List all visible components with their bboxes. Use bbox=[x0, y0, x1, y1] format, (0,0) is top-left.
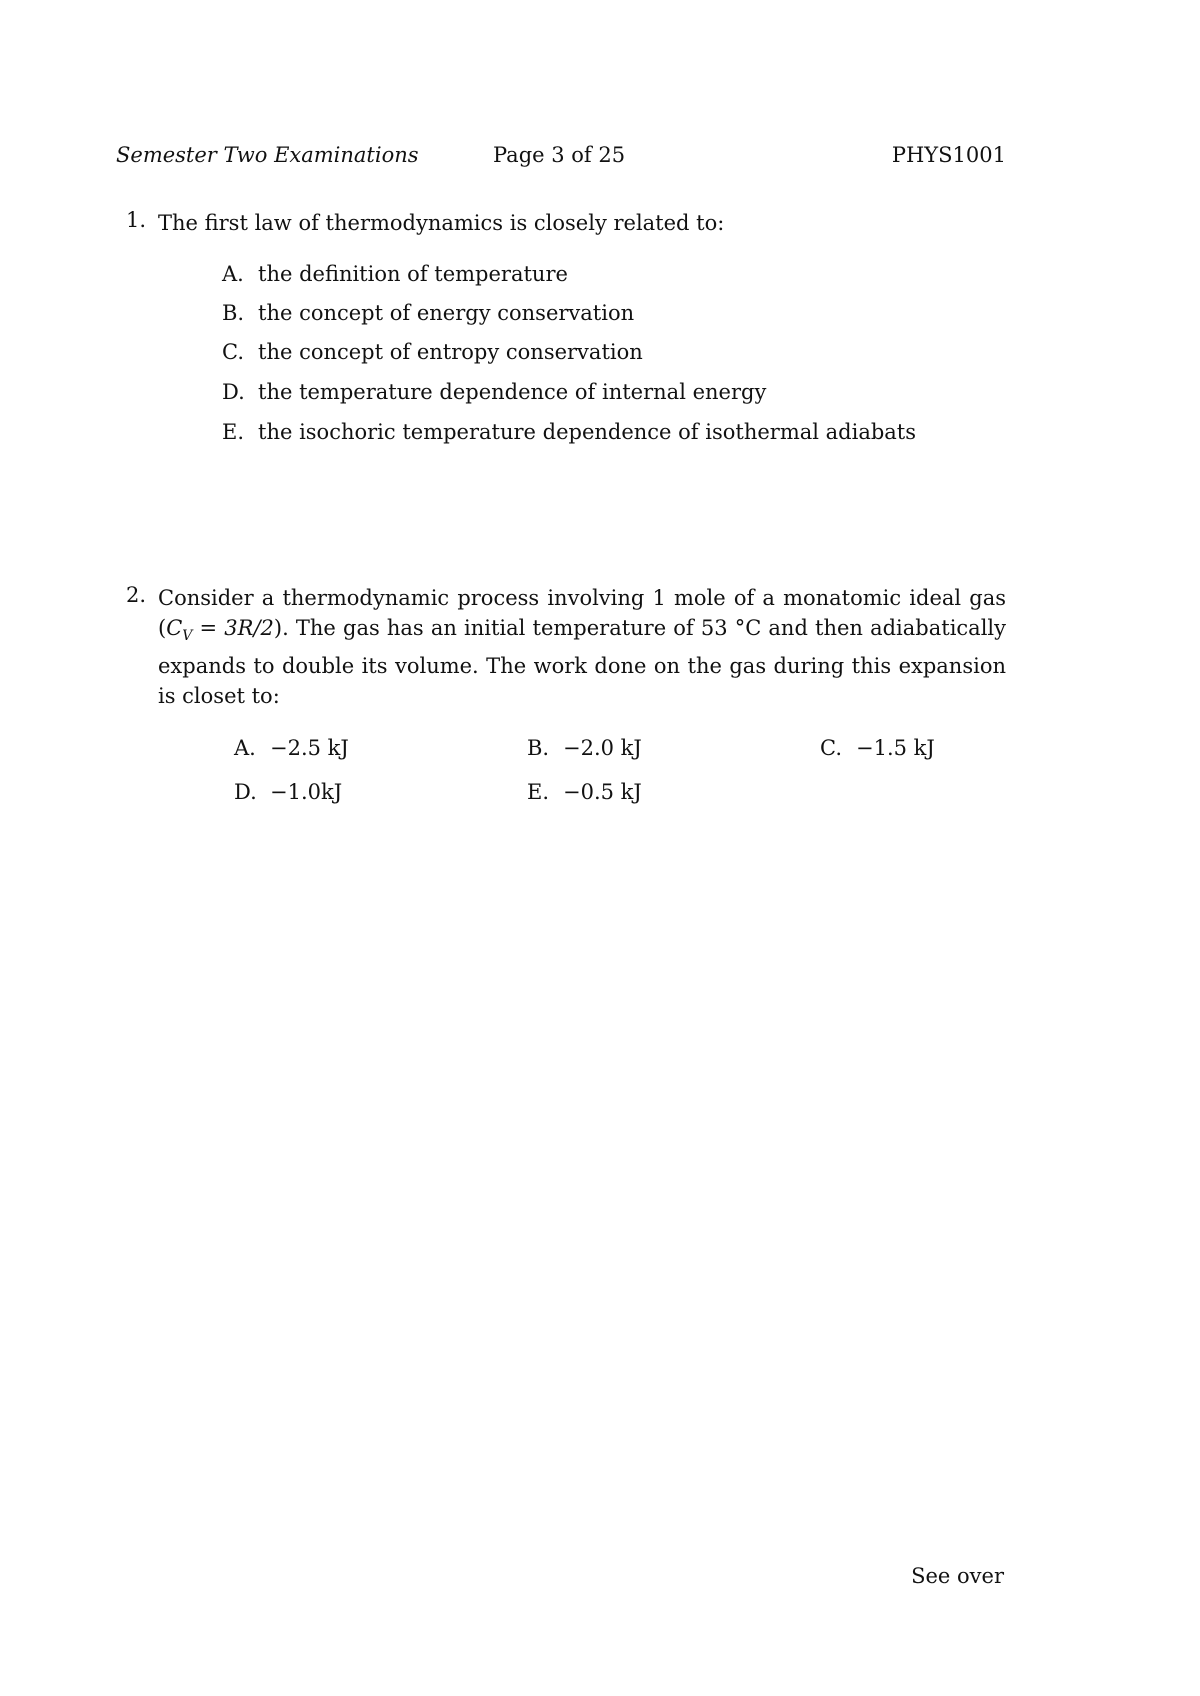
option-text: the isochoric temperature dependence of isothermal adiabats bbox=[258, 420, 917, 444]
footer-see-over: See over bbox=[911, 1564, 1004, 1588]
cv-value: = 3R/2 bbox=[192, 616, 274, 640]
question-2-text-after: ). The gas has an initial temperature of 53 °C and then adiabatically expands to double its volume. The work done on the gas during this expansion is closet to: bbox=[158, 616, 1006, 709]
question-1-number: 1. bbox=[126, 208, 147, 232]
cv-subscript: V bbox=[182, 628, 193, 645]
option-text: the concept of entropy conservation bbox=[258, 340, 643, 364]
option-label: C. bbox=[820, 736, 842, 760]
question-2-number: 2. bbox=[126, 583, 147, 607]
header-page-number: Page 3 of 25 bbox=[493, 143, 626, 167]
option-text: the definition of temperature bbox=[258, 262, 568, 286]
option-label: B. bbox=[527, 736, 550, 760]
question-2-option-b bbox=[527, 736, 642, 760]
question-2-text bbox=[158, 583, 1006, 711]
option-label: B. bbox=[222, 301, 245, 325]
question-1-text: The first law of thermodynamics is closely related to: bbox=[158, 211, 725, 235]
option-label: D. bbox=[222, 380, 245, 404]
question-2-text-before: Consider a thermodynamic process involving 1 mole of a monatomic ideal gas ( bbox=[158, 586, 1006, 640]
question-2-option-e bbox=[527, 780, 642, 804]
option-label: D. bbox=[234, 780, 257, 804]
option-text: −2.0 kJ bbox=[563, 736, 642, 760]
question-1-option-c bbox=[222, 340, 643, 364]
option-label: E. bbox=[222, 420, 245, 444]
header-exam-title: Semester Two Examinations bbox=[116, 143, 419, 167]
option-text: −1.5 kJ bbox=[856, 736, 935, 760]
option-text: −2.5 kJ bbox=[270, 736, 349, 760]
option-label: C. bbox=[222, 340, 244, 364]
option-text: −1.0kJ bbox=[270, 780, 343, 804]
question-1-option-e bbox=[222, 420, 916, 444]
option-label: A. bbox=[234, 736, 256, 760]
option-text: −0.5 kJ bbox=[563, 780, 642, 804]
cv-symbol: C bbox=[166, 616, 183, 640]
question-1-option-d bbox=[222, 380, 766, 404]
question-1-option-a bbox=[222, 262, 568, 286]
option-text: the temperature dependence of internal energy bbox=[258, 380, 767, 404]
option-label: E. bbox=[527, 780, 550, 804]
option-label: A. bbox=[222, 262, 244, 286]
question-1-option-b bbox=[222, 301, 634, 325]
question-2-option-c bbox=[820, 736, 935, 760]
question-2-option-a bbox=[234, 736, 349, 760]
question-2-option-d bbox=[234, 780, 342, 804]
option-text: the concept of energy conservation bbox=[258, 301, 635, 325]
header-course-code: PHYS1001 bbox=[891, 143, 1006, 167]
